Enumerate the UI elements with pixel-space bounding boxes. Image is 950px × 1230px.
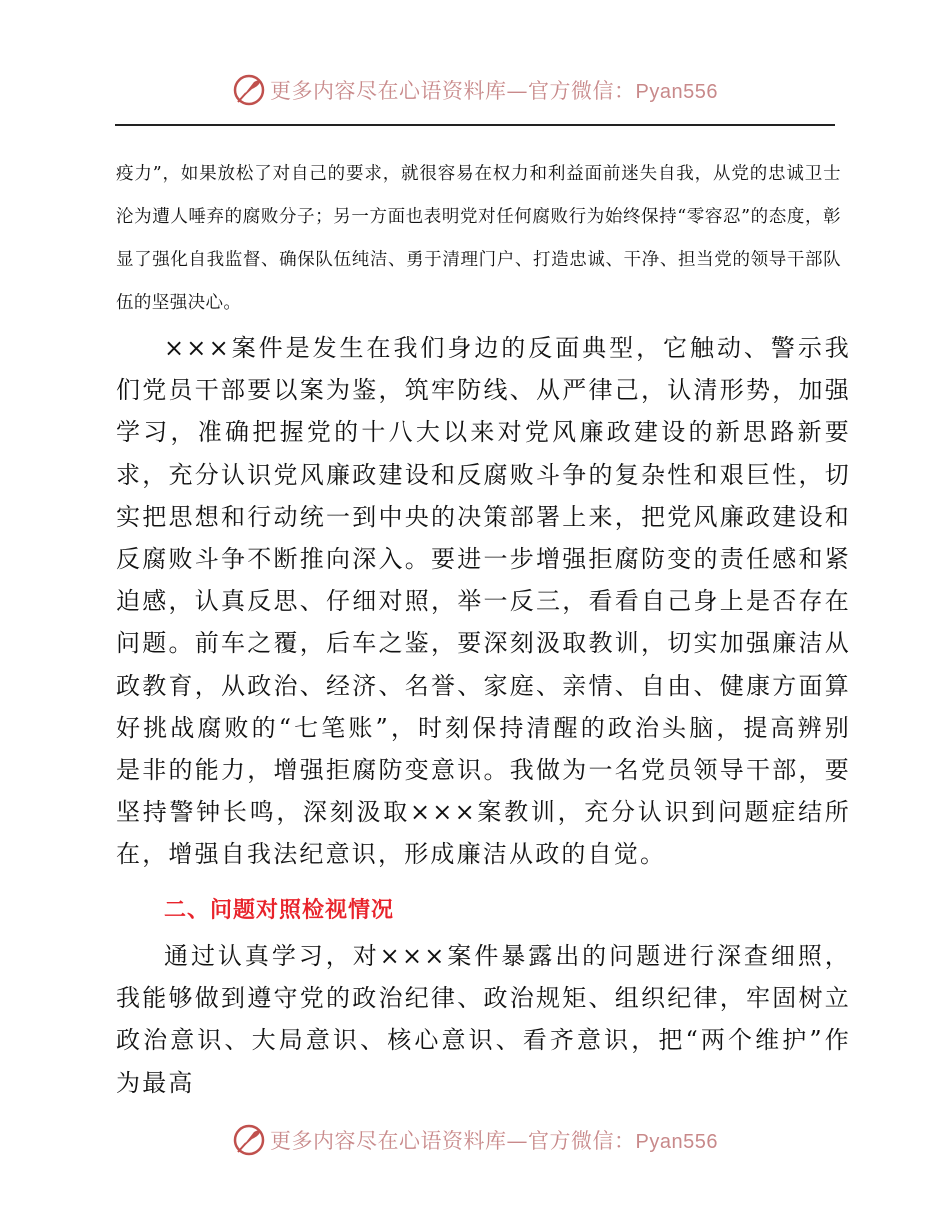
footer-banner (0, 1118, 950, 1162)
header-banner (0, 68, 950, 112)
section-heading: 二、问题对照检视情况 (164, 898, 395, 923)
case-paragraph: ×××案件是发生在我们身边的反面典型，它触动、警示我们党员干部要以案为鉴，筑牢防线、从严律己，认清形势，加强学习，准确把握党的十八大以来对党风廉政建设的新思路新要求，充分认识党风廉政建设和反腐败斗争的复杂性和艰巨性，切实把思想和行动统一到中央的决策部署上来，把党风廉政建设和反腐败斗争不断推向深入。要进一步增强拒腐防变的责任感和紧迫感，认真反思、仔细对照，举一反三，看看自己身上是否存在问题。前车之覆，后车之鉴，要深刻汲取教训，切实加强廉洁从政教育，从政治、经济、名誉、家庭、亲情、自由、健康方面算好挑战腐败的“七笔账”，时刻保持清醒的政治头脑，提高辨别是非的能力，增强拒腐防变意识。我做为一名党员领导干部，要坚持警钟长鸣，深刻汲取×××案教训，充分认识到问题症结所在，增强自我法纪意识，形成廉洁从政的自觉。 (116, 334, 851, 869)
review-paragraph: 通过认真学习，对×××案件暴露出的问题进行深查细照，我能够做到遵守党的政治纪律、政治规矩、组织纪律，牢固树立政治意识、大局意识、核心意识、看齐意识，把“两个维护”作为最高 (116, 942, 851, 1097)
header-banner-text: 更多内容尽在心语资料库—官方微信：Pyan556 (270, 79, 718, 103)
footer-wechat-id: Pyan556 (635, 1131, 718, 1153)
header-wechat-id: Pyan556 (635, 81, 718, 103)
continuation-paragraph: 疫力”，如果放松了对自己的要求，就很容易在权力和利益面前迷失自我，从党的忠诚卫士沦为遭人唾弃的腐败分子；另一方面也表明党对任何腐败行为始终保持“零容忍”的态度，彰显了强化自我监督、确保队伍纯洁、勇于清理门户、打造忠诚、干净、担当党的领导干部队伍的坚强决心。 (116, 164, 841, 313)
quill-logo-icon (232, 1123, 266, 1157)
footer-banner-text: 更多内容尽在心语资料库—官方微信：Pyan556 (270, 1129, 718, 1153)
quill-logo-icon (232, 73, 266, 107)
header-rule (115, 124, 835, 126)
